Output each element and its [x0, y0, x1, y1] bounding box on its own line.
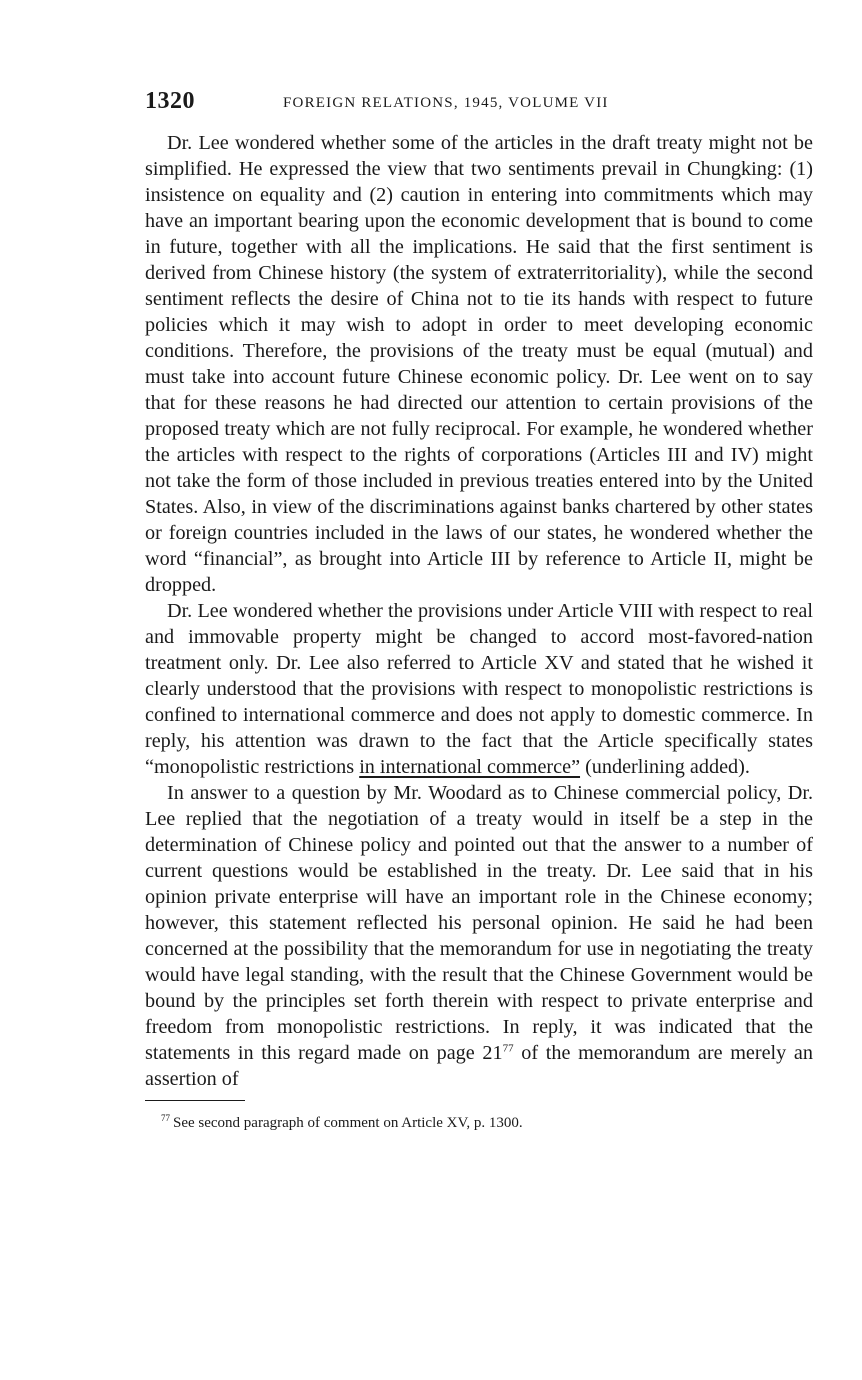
document-page [145, 88, 813, 1133]
underlined-quote: in international commerce” [359, 756, 581, 778]
body-text [145, 130, 813, 1092]
paragraph-2-text-b: (underlining added). [580, 756, 750, 778]
paragraph-3-text-b: of the memorandum are merely an assertion of [145, 1042, 813, 1090]
footnote-text: See second paragraph of comment on Article XV, p. 1300. [173, 1115, 523, 1131]
page-number: 1320 [145, 88, 195, 114]
page-header [145, 88, 813, 118]
paragraph-2 [145, 598, 813, 780]
paragraph-3-text-a: In answer to a question by Mr. Woodard as to Chinese commercial policy, Dr. Lee replied that the negotiation of a treaty would in itself be a step in the determination of Chinese policy and pointed out that the answer to a number of current questions would be established in the treaty. Dr. Lee said that in his opinion private enterprise will have an important role in the Chinese economy; however, this statement reflected his personal opinion. He said he had been concerned at the possibility that the memorandum for use in negotiating the treaty would have legal standing, with the result that the Chinese Government would be bound by the principles set forth therein with respect to private enterprise and freedom from monopolistic restrictions. In reply, it was indicated that the statements in this regard made on page 21 [145, 782, 813, 1064]
footnote [145, 1113, 813, 1133]
footnote-marker: 77 [161, 1113, 170, 1123]
paragraph-1: Dr. Lee wondered whether some of the articles in the draft treaty might not be simplified. He expressed the view that two sentiments prevail in Chungking: (1) insistence on equality and (2) caution in entering into commitments which may have an important bearing upon the economic development that is bound to come in future, together with all the implications. He said that the first sentiment is derived from Chinese history (the system of extraterritoriality), while the second sentiment reflects the desire of China not to tie its hands with respect to future policies which it may wish to adopt in order to meet developing economic conditions. Therefore, the provisions of the treaty must be equal (mutual) and must take into account future Chinese economic policy. Dr. Lee went on to say that for these reasons he had directed our attention to certain provisions of the proposed treaty which are not fully reciprocal. For example, he wondered whether the articles with respect to the rights of corporations (Articles III and IV) might not take the form of those included in previous treaties entered into by the United States. Also, in view of the discriminations against banks chartered by other states or foreign countries included in the laws of our states, he wondered whether the word “financial”, as brought into Article III by reference to Article II, might be dropped. [145, 132, 813, 596]
footnote-divider [145, 1100, 245, 1101]
footnote-reference: 77 [502, 1042, 514, 1055]
paragraph-2-text-a: Dr. Lee wondered whether the provisions under Article VIII with respect to real and immovable property might be changed to accord most-favored-nation treatment only. Dr. Lee also referred to Article XV and stated that he wished it clearly understood that the provisions with respect to monopolistic restrictions is confined to international commerce and does not apply to domestic commerce. In reply, his attention was drawn to the fact that the Article specifically states “monopolistic restrictions [145, 600, 813, 778]
paragraph-3 [145, 780, 813, 1092]
running-head: FOREIGN RELATIONS, 1945, VOLUME VII [283, 95, 609, 111]
